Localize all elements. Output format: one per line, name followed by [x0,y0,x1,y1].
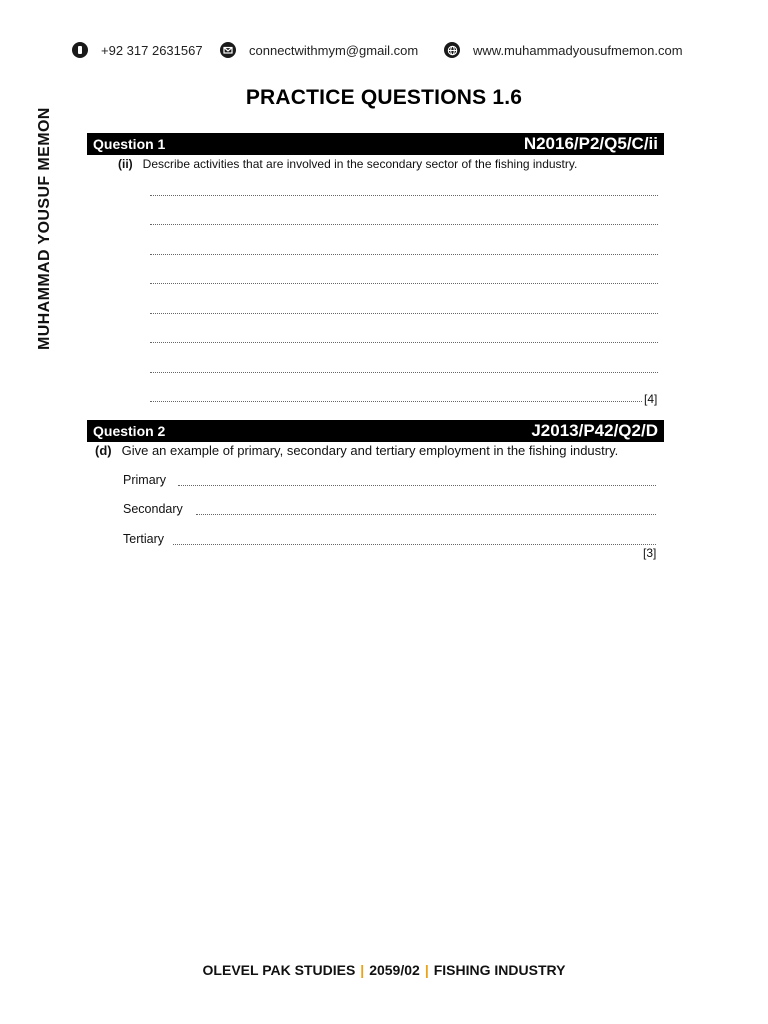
footer-paper-code: 2059/02 [369,962,420,978]
tertiary-label: Tertiary [123,532,164,546]
answer-line[interactable] [150,254,658,255]
footer-separator: | [424,962,429,978]
question-1-code: N2016/P2/Q5/C/ii [523,134,658,153]
question-2-prompt: Give an example of primary, secondary and tertiary employment in the fishing industry. [121,443,619,458]
answer-line[interactable] [150,372,658,373]
globe-icon [444,42,460,58]
email-icon [220,42,236,58]
primary-answer-line[interactable] [178,485,656,486]
answer-line[interactable] [150,224,658,225]
question-1-label: Question 1 [93,136,166,152]
secondary-label: Secondary [123,502,183,516]
answer-line[interactable] [150,195,658,196]
website-contact[interactable] [444,42,683,58]
tertiary-answer-line[interactable] [173,544,656,545]
question-1-text [118,157,577,171]
question-2-code: J2013/P42/Q2/D [531,421,658,440]
question-1-prompt: Describe activities that are involved in the secondary sector of the fishing industry. [142,157,578,171]
email-address[interactable]: connectwithmym@gmail.com [249,42,419,58]
secondary-answer-line[interactable] [196,514,656,515]
page-footer [0,962,768,978]
question-2-header [87,420,664,442]
question-1-part: (ii) [118,157,133,171]
phone-icon [72,42,88,58]
question-1-marks: [4] [644,392,658,406]
page-title: PRACTICE QUESTIONS 1.6 [245,86,523,109]
answer-line[interactable] [150,283,658,284]
question-2-part: (d) [95,443,112,458]
question-1-header [87,133,664,155]
answer-line[interactable] [150,401,642,402]
contact-header [72,42,712,62]
footer-separator: | [360,962,365,978]
footer-subject: OLEVEL PAK STUDIES [202,962,356,978]
answer-line[interactable] [150,313,658,314]
primary-label: Primary [123,473,167,487]
website-url[interactable]: www.muhammadyousufmemon.com [473,42,683,58]
question-2-marks: [3] [643,546,657,560]
side-author-name: MUHAMMAD YOUSUF MEMON [36,107,53,350]
answer-line[interactable] [150,342,658,343]
question-2-label: Question 2 [93,423,166,439]
question-2-text [95,443,618,458]
phone-contact [72,42,203,58]
email-contact[interactable] [220,42,418,58]
footer-topic: FISHING INDUSTRY [433,962,566,978]
phone-number: +92 317 2631567 [101,42,203,58]
